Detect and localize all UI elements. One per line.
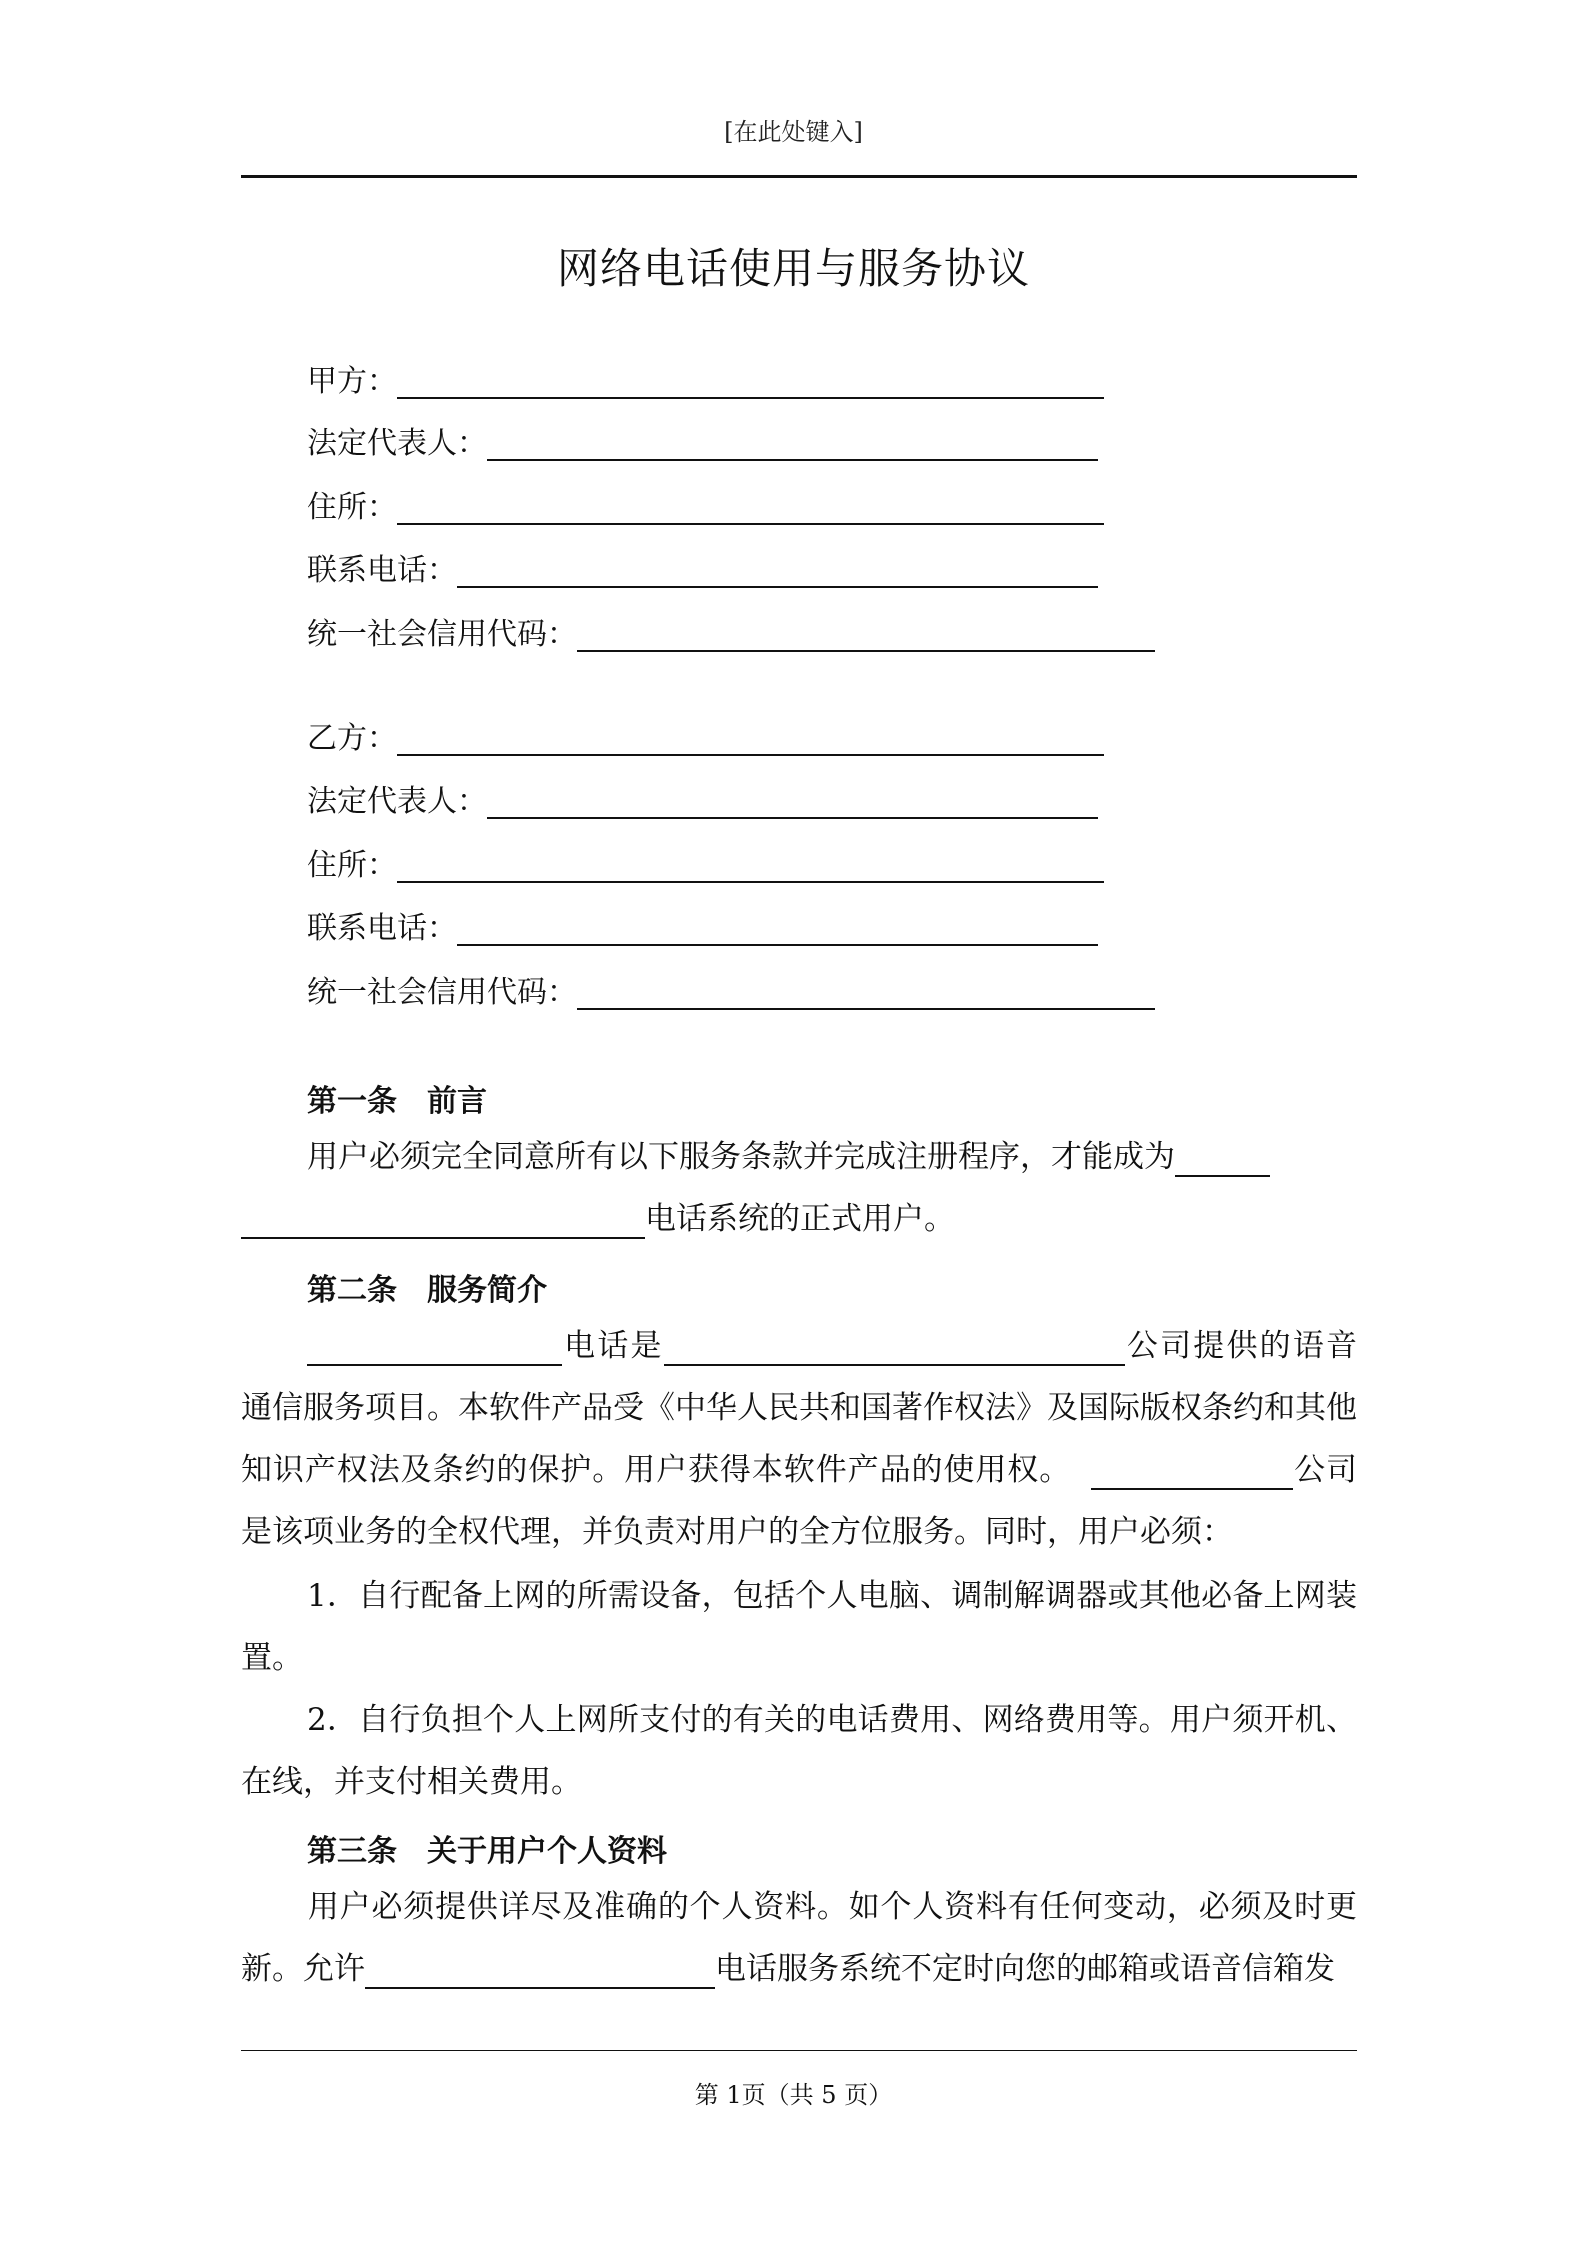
party-a-phone-field[interactable]: [307, 551, 1098, 591]
article-3-blank[interactable]: [365, 1954, 715, 1989]
party-b-name-blank[interactable]: [397, 754, 1104, 756]
article-1-blank[interactable]: [1175, 1142, 1270, 1177]
article-2-blank-agent[interactable]: [1091, 1455, 1293, 1490]
article-1-text-b: 电话系统的正式用户。: [645, 1201, 955, 1237]
party-b-phone-label: 联系电话：: [307, 911, 457, 946]
party-b-credit-code-label: 统一社会信用代码：: [307, 975, 577, 1010]
party-b-phone-blank[interactable]: [457, 944, 1098, 946]
article-2-title: 服务简介: [427, 1273, 547, 1308]
article-2-item-1-text: 1．自行配备上网的所需设备，包括个人电脑、调制解调器或其他必备上网装置。: [241, 1578, 1357, 1676]
article-2-number: 第二条: [307, 1273, 397, 1308]
article-1-blank-cont[interactable]: [241, 1204, 645, 1239]
party-a-name-blank[interactable]: [397, 397, 1104, 399]
party-b-phone-field[interactable]: [307, 909, 1098, 949]
footer-rule: [241, 2050, 1357, 2051]
party-a-address-label: 住所：: [307, 490, 397, 525]
article-2-blank-company[interactable]: [664, 1331, 1125, 1366]
party-a-rep-label: 法定代表人：: [307, 426, 487, 461]
party-a-credit-code-label: 统一社会信用代码：: [307, 617, 577, 652]
party-b-rep-label: 法定代表人：: [307, 784, 487, 819]
party-b-address-label: 住所：: [307, 848, 397, 883]
article-3-heading: [307, 1826, 667, 1870]
article-2-item-2-text: 2．自行负担个人上网所支付的有关的电话费用、网络费用等。用户须开机、在线，并支付相关费用。: [241, 1702, 1357, 1800]
party-a-name-field[interactable]: [307, 362, 1104, 402]
party-a-credit-code-blank[interactable]: [577, 650, 1155, 652]
footer-page-info: 第 1页（共 5 页）: [694, 2081, 893, 2109]
party-b-rep-blank[interactable]: [487, 817, 1098, 819]
party-a-phone-blank[interactable]: [457, 586, 1098, 588]
article-2-text-c: 公司是该项业务的全权代理，并负责对用户的全方位服务。同时，用户必须：: [241, 1452, 1357, 1550]
party-b-address-field[interactable]: [307, 846, 1104, 886]
article-1-text: [241, 1126, 1357, 1250]
article-3-number: 第三条: [307, 1834, 397, 1869]
party-a-address-field[interactable]: [307, 488, 1104, 528]
party-b-name-field[interactable]: [307, 719, 1104, 759]
article-2-item-1: [241, 1565, 1357, 1689]
party-b-rep-field[interactable]: [307, 782, 1098, 822]
article-1-number: 第一条: [307, 1084, 397, 1119]
party-a-rep-field[interactable]: [307, 424, 1098, 464]
article-3-text-a: 用户必须提供详尽及准确的个人资料。如个人资料有任何变动，必须及时更新。允许: [241, 1889, 1357, 1987]
header-rule: [241, 175, 1357, 178]
article-2-heading: [307, 1265, 547, 1309]
party-b-credit-code-blank[interactable]: [577, 1008, 1155, 1010]
party-a-name-label: 甲方：: [307, 364, 397, 399]
article-2-text-a: 电话是: [562, 1328, 664, 1364]
article-3-title: 关于用户个人资料: [427, 1834, 667, 1869]
article-1-title: 前言: [427, 1084, 487, 1119]
article-1-text-a: 用户必须完全同意所有以下服务条款并完成注册程序，才能成为: [307, 1139, 1175, 1175]
article-1-heading: [307, 1076, 487, 1120]
article-3-text: [241, 1876, 1357, 2000]
header-placeholder[interactable]: [在此处键入]: [724, 118, 863, 146]
party-a-phone-label: 联系电话：: [307, 553, 457, 588]
article-3-text-b: 电话服务系统不定时向您的邮箱或语音信箱发: [715, 1951, 1335, 1987]
party-b-name-label: 乙方：: [307, 721, 397, 756]
party-a-rep-blank[interactable]: [487, 459, 1098, 461]
party-b-credit-code-field[interactable]: [307, 973, 1155, 1013]
party-a-address-blank[interactable]: [397, 523, 1104, 525]
article-2-blank-service[interactable]: [307, 1331, 562, 1366]
party-a-credit-code-field[interactable]: [307, 615, 1155, 655]
article-2-item-2: [241, 1689, 1357, 1813]
document-title: 网络电话使用与服务协议: [556, 244, 1030, 293]
article-2-text-b: 公司提供的语音通信服务项目。本软件产品受《中华人民共和国著作权法》及国际版权条约和其他知识产权法及条约的保护。用户获得本软件产品的使用权。: [241, 1328, 1358, 1488]
article-2-text: [241, 1315, 1357, 1563]
party-b-address-blank[interactable]: [397, 881, 1104, 883]
